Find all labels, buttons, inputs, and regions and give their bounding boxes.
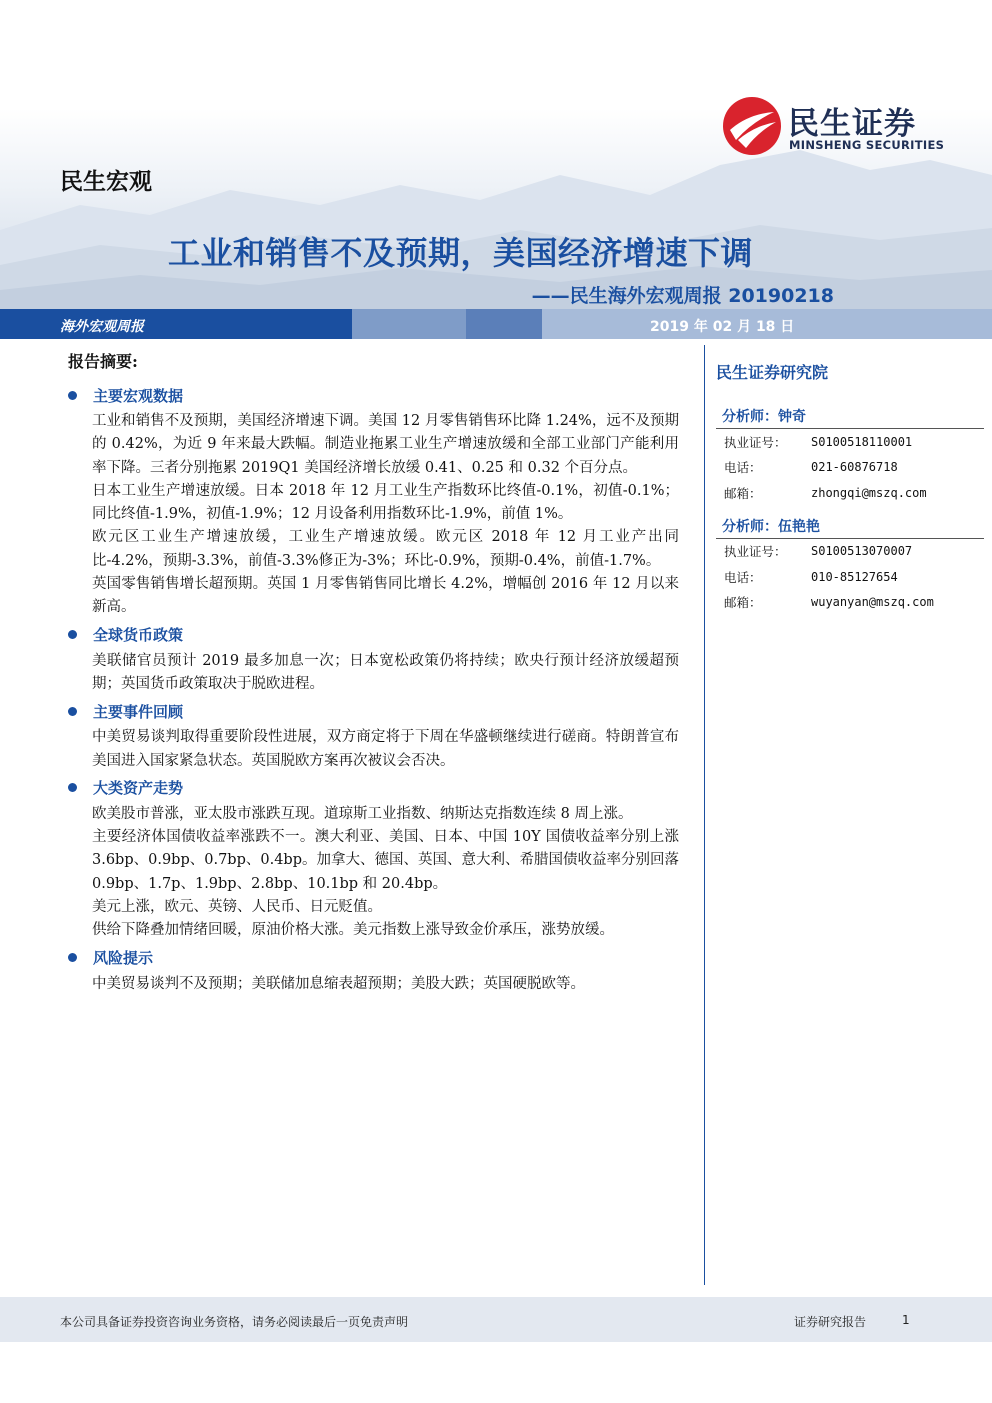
report-summary: [60, 345, 685, 998]
info-key: 电话：: [724, 460, 762, 476]
analyst-info-row: [716, 564, 984, 590]
section-title: 全球货币政策: [93, 626, 184, 645]
page-number: 1: [902, 1313, 910, 1327]
sidebar: [716, 360, 984, 615]
report-date: 2019 年 02 月 18 日: [650, 319, 795, 335]
institute-name: 民生证券研究院: [716, 363, 829, 382]
paragraph: 工业和销售不及预期，美国经济增速下调。美国 12 月零售销售环比降 1.24%，远不及预期的 0.42%，为近 9 年来最大跌幅。制造业拖累工业生产增速放缓和全部工业部门产能利用率下降。三者分别拖累 2019Q1 美国经济增长放缓 0.41、0.25 和 0.32 个百分点。: [92, 413, 679, 476]
bullet-icon: [68, 391, 77, 400]
bullet-icon: [68, 707, 77, 716]
info-value: S0100518110001: [811, 434, 913, 449]
logo-en-text: MINSHENG SECURITIES: [789, 138, 945, 152]
info-value: S0100513070007: [811, 544, 913, 559]
section-title: 主要宏观数据: [93, 386, 184, 405]
bullet-icon: [68, 953, 77, 962]
info-key: 邮箱：: [724, 595, 762, 611]
paragraph: 美元上涨，欧元、英镑、人民币、日元贬值。: [92, 899, 382, 916]
paragraph: 美联储官员预计 2019 最多加息一次；日本宽松政策仍将持续；欧央行预计经济放缓超预期；英国货币政策取决于脱欧进程。: [92, 652, 679, 692]
info-key: 邮箱：: [724, 485, 762, 501]
analyst-info-row: [716, 590, 984, 616]
section-title: 大类资产走势: [93, 779, 184, 798]
bullet-icon: [68, 630, 77, 639]
paragraph: 中美贸易谈判取得重要阶段性进展，双方商定将于下周在华盛顿继续进行磋商。特朗普宣布美国进入国家紧急状态。英国脱欧方案再次被议会否决。: [92, 729, 679, 769]
report-title: 工业和销售不及预期，美国经济增速下调: [168, 234, 754, 272]
logo-cn-text: 民生证券: [788, 106, 916, 142]
paragraph: 主要经济体国债收益率涨跌不一。澳大利亚、美国、日本、中国 10Y 国债收益率分别上涨 3.6bp、0.9bp、0.7bp、0.4bp。加拿大、德国、英国、意大利、希腊国债收益率分别回落 0.9bp、1.7p、1.9bp、2.8bp、10.1bp 和 20.4bp。: [92, 829, 679, 892]
info-key: 执业证号：: [724, 434, 787, 450]
section-monetary-policy: [60, 622, 685, 697]
footer-disclaimer: 本公司具备证券投资咨询业务资格，请务必阅读最后一页免责声明: [60, 1315, 409, 1329]
section-title: 主要事件回顾: [93, 702, 184, 721]
info-key: 电话：: [724, 569, 762, 585]
header-band: [0, 309, 992, 339]
paragraph: 供给下降叠加情绪回暖，原油价格大涨。美元指数上涨导致金价承压，涨势放缓。: [92, 922, 614, 939]
info-value: 010-85127654: [811, 569, 898, 584]
bullet-icon: [68, 783, 77, 792]
analyst-info-row: [716, 539, 984, 565]
analyst-info-row: [716, 480, 984, 506]
info-value: 021-60876718: [811, 460, 898, 475]
report-subtitle: ——民生海外宏观周报 20190218: [531, 285, 834, 307]
section-events: [60, 698, 685, 773]
minsheng-logo-icon: [722, 96, 782, 156]
email-link[interactable]: zhongqi@mszq.com: [811, 485, 927, 500]
analyst-info-row: [716, 429, 984, 455]
section-assets: [60, 775, 685, 943]
column-divider: [704, 345, 705, 1285]
section-risk: [60, 945, 685, 996]
paragraph: 中美贸易谈判不及预期；美联储加息缩表超预期；美股大跌；英国硬脱欧等。: [92, 975, 585, 992]
footer-report-type: 证券研究报告: [794, 1315, 867, 1329]
report-category: 海外宏观周报: [60, 319, 144, 335]
paragraph: 日本工业生产增速放缓。日本 2018 年 12 月工业生产指数环比终值-0.1%，初值-0.1%；同比终值-1.9%，初值-1.9%；12 月设备利用指数环比-1.9%，前值 1%。: [92, 482, 679, 523]
section-title: 风险提示: [93, 949, 154, 968]
analyst-label: 分析师：伍艳艳: [716, 512, 984, 539]
column-brand: 民生宏观: [60, 169, 152, 195]
paragraph: 欧美股市普涨，亚太股市涨跌互现。道琼斯工业指数、纳斯达克指数连续 8 周上涨。: [92, 805, 633, 822]
company-logo: [722, 96, 962, 156]
paragraph: 英国零售销售增长超预期。英国 1 月零售销售同比增长 4.2%，增幅创 2016 年 12 月以来新高。: [92, 576, 679, 616]
section-macro-data: [60, 382, 685, 620]
analyst-info-row: [716, 455, 984, 481]
paragraph: 欧元区工业生产增速放缓，工业生产增速放缓。欧元区 2018 年 12 月工业产出同比-4.2%，预期-3.3%，前值-3.3%修正为-3%；环比-0.9%，预期-0.4%，前值-1.7%。: [92, 529, 679, 569]
analyst-label: 分析师：钟奇: [716, 402, 984, 429]
info-key: 执业证号：: [724, 544, 787, 560]
email-link[interactable]: wuyanyan@mszq.com: [811, 595, 934, 610]
summary-heading: 报告摘要:: [68, 352, 138, 371]
